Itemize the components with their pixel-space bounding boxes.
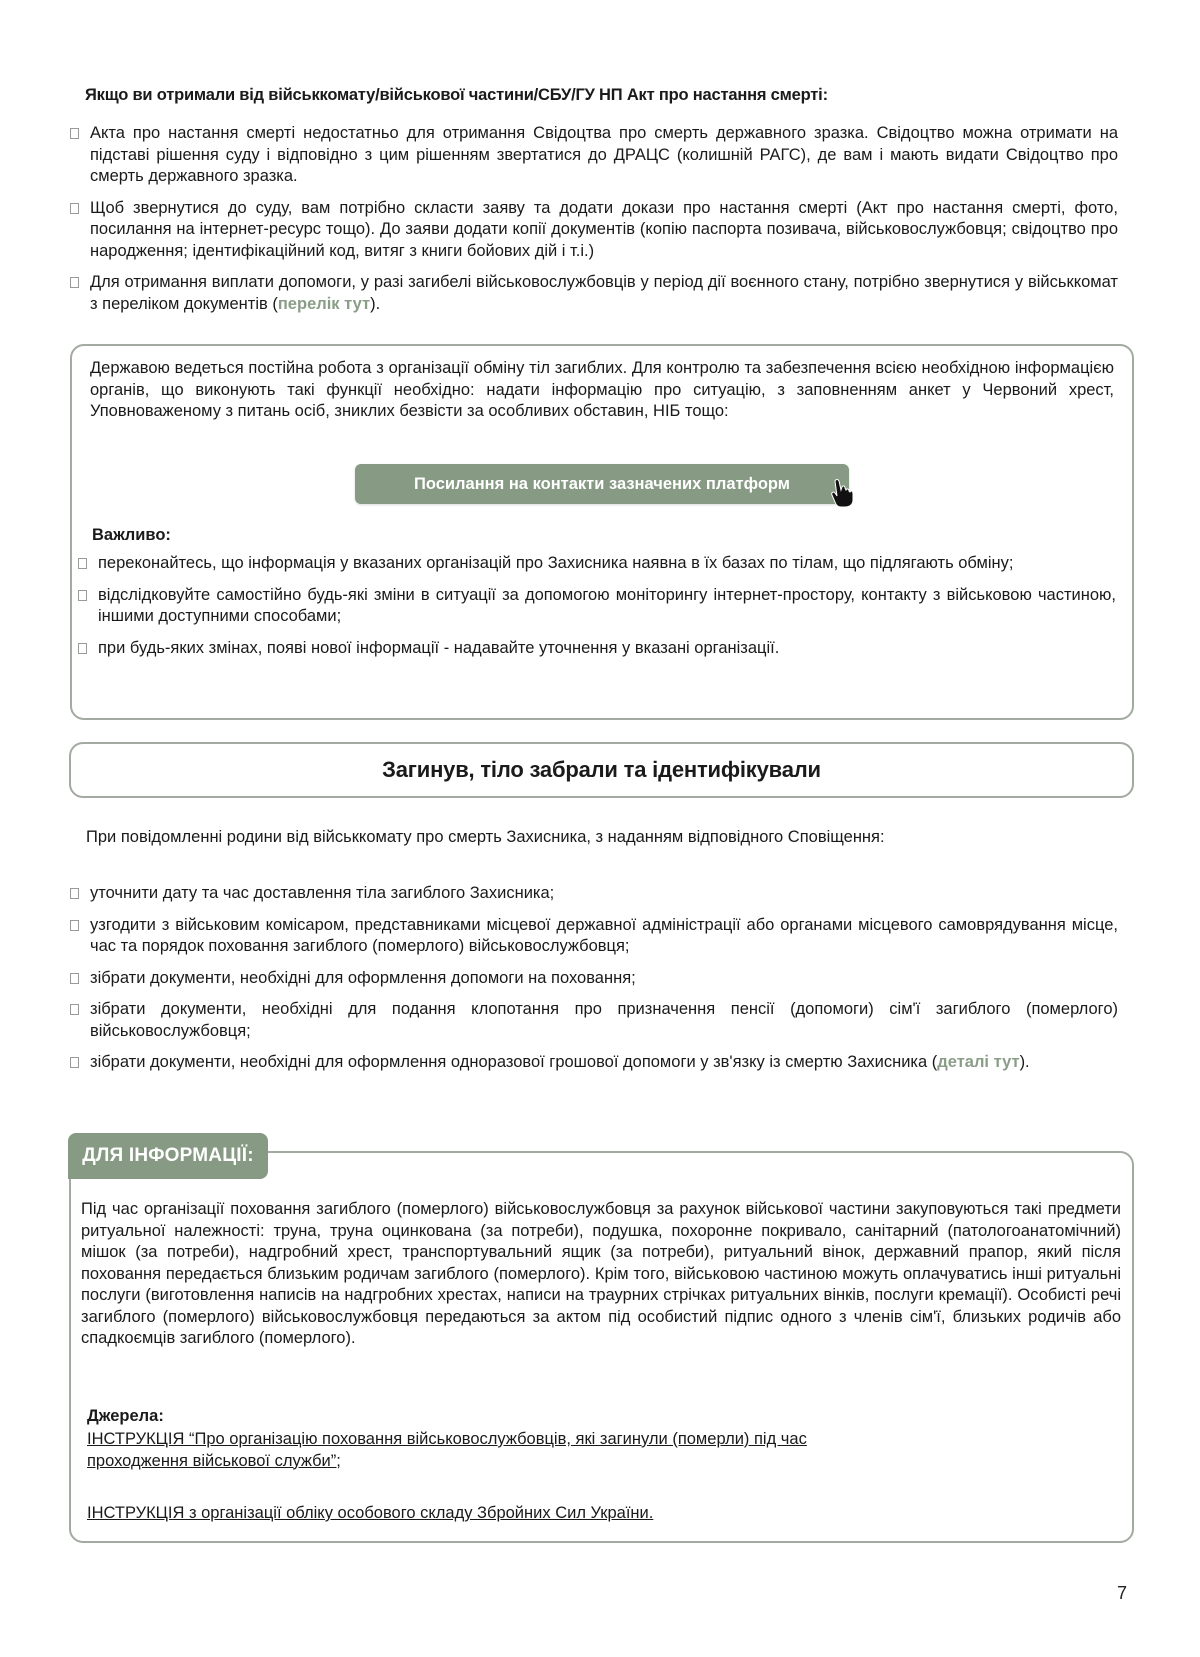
section-heading-death-act: Якщо ви отримали від військкомату/військової частини/СБУ/ГУ НП Акт про настання смерті: — [85, 86, 828, 104]
checkbox-bullet-icon — [78, 643, 87, 654]
list-item: зібрати документи, необхідні для оформлення одноразової грошової допомоги у зв'язку із смертю Захисника (деталі тут). — [68, 1052, 1118, 1074]
sources-label: Джерела: — [87, 1407, 164, 1425]
list-item: Акта про настання смерті недостатньо для отримання Свідоцтва про смерть державного зразка. Свідоцтво можна отримати на підставі рішення суду і відповідно з цим рішенням звертатися до ДРАЦС (колишній РАГС), де вам і мають видати Свідоцтво про смерть державного зразка. — [68, 123, 1118, 188]
checkbox-bullet-icon — [70, 1057, 79, 1068]
death-act-list — [68, 123, 1118, 325]
platform-contacts-button[interactable]: Посилання на контакти зазначених платформ — [355, 464, 849, 504]
list-item: при будь-яких змінах, появі нової інформації - надавайте уточнення у вказані організації. — [76, 638, 1116, 660]
documents-list-link[interactable]: перелік тут — [277, 294, 371, 313]
list-item: Щоб звернутися до суду, вам потрібно скласти заяву та додати докази про настання смерті (Акт про настання смерті, фото, посилання на інтернет-ресурс тощо). До заяви додати копії документів (копію паспорта позивача, військовослужбовця; свідоцтво про народження; ідентифікаційний код, витяг з книги бойових дій і т.і.) — [68, 198, 1118, 263]
info-box — [69, 1151, 1134, 1543]
info-tab-label: ДЛЯ ІНФОРМАЦІЇ: — [68, 1133, 268, 1179]
identified-steps-list — [68, 883, 1118, 1084]
list-item: зібрати документи, необхідні для оформлення допомоги на поховання; — [68, 968, 1118, 990]
checkbox-bullet-icon — [70, 973, 79, 984]
checkbox-bullet-icon — [78, 590, 87, 601]
checkbox-bullet-icon — [78, 558, 87, 569]
page-number: 7 — [1117, 1583, 1128, 1603]
pointer-hand-icon — [829, 478, 855, 508]
list-item: зібрати документи, необхідні для подання клопотання про призначення пенсії (допомоги) сім'ї загиблого (померлого) військовослужбовця; — [68, 999, 1118, 1042]
checkbox-bullet-icon — [70, 277, 79, 288]
info-body-text: Під час організації поховання загиблого (померлого) військовослужбовця за рахунок військової частини закуповуються такі предмети ритуальної належності: труна, труна оцинкована (за потреби), подушка, похоронне покривало, санітарний (патологоанатомічний) мішок (за потреби), надгробний хрест, транспортувальний ящик (за потреби), ритуальний вінок, державний прапор, який після поховання передається близьким родичам загиблого (померлого). Крім того, військовою частиною можуть оплачуватись інші ритуальні послуги (виготовлення написів на надгробних хрестах, написи на траурних стрічках ритуальних вінків, послуги кремації). Особисті речі загиблого (померлого) військовослужбовця передаються за актом під особистий підпис одного з членів сім'ї, близьких родичів або спадкоємців загиблого (померлого). — [81, 1200, 1121, 1347]
checkbox-bullet-icon — [70, 128, 79, 139]
section-title-box — [69, 742, 1134, 798]
checkbox-bullet-icon — [70, 888, 79, 899]
important-list — [76, 553, 1116, 669]
list-item: уточнити дату та час доставлення тіла загиблого Захисника; — [68, 883, 1118, 905]
body-exchange-box — [70, 344, 1134, 720]
source-link-personnel-instruction[interactable]: ІНСТРУКЦІЯ з організації обліку особового складу Збройних Сил України. — [87, 1504, 654, 1522]
checkbox-bullet-icon — [70, 1004, 79, 1015]
section-title: Загинув, тіло забрали та ідентифікували — [382, 757, 821, 782]
source-link-burial-instruction[interactable]: ІНСТРУКЦІЯ “Про організацію поховання військовослужбовців, які загинули (померли) під час проходження військової служби”; — [87, 1430, 807, 1470]
notification-intro: При повідомленні родини від військкомату про смерть Захисника, з наданням відповідного Сповіщення: — [86, 828, 885, 846]
list-item: відслідковуйте самостійно будь-які зміни в ситуації за допомогою моніторингу інтернет-простору, контакту з військовою частиною, іншими доступними способами; — [76, 585, 1116, 628]
checkbox-bullet-icon — [70, 203, 79, 214]
payment-details-link[interactable]: деталі тут — [937, 1053, 1020, 1071]
important-label: Важливо: — [92, 526, 171, 544]
list-item: узгодити з військовим комісаром, представниками місцевої державної адміністрації або органами місцевого самоврядування місце, час та порядок поховання загиблого (померлого) військовослужбовця; — [68, 915, 1118, 958]
exchange-intro-text: Державою ведеться постійна робота з організації обміну тіл загиблих. Для контролю та забезпечення всією необхідною інформацією органів, що виконують такі функції необхідно: надати інформацію про ситуацію, з заповненням анкет у Червоний хрест, Уповноваженому з питань осіб, зниклих безвісти за особливих обставин, НІБ тощо: — [90, 359, 1114, 420]
list-item: переконайтесь, що інформація у вказаних організацій про Захисника наявна в їх базах по тілам, що підлягають обміну; — [76, 553, 1116, 575]
list-item: Для отримання виплати допомоги, у разі загибелі військовослужбовців у період дії воєнного стану, потрібно звернутися у військкомат з переліком документів (перелік тут). — [68, 272, 1118, 315]
checkbox-bullet-icon — [70, 920, 79, 931]
